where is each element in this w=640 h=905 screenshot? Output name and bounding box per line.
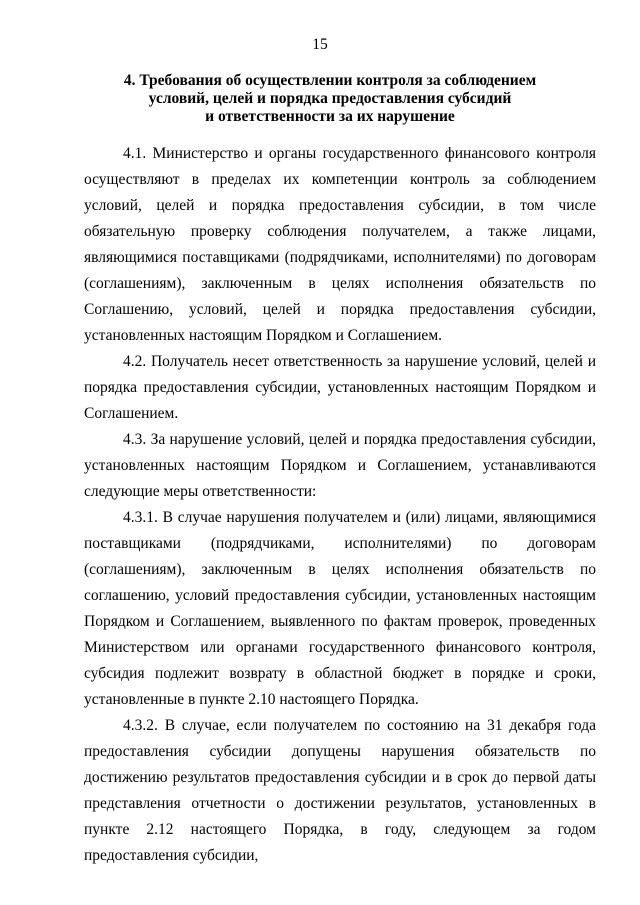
section-heading	[64, 72, 596, 126]
paragraph-4-2: 4.2. Получатель несет ответственность за нарушение условий, целей и порядка предоставления субсидии, установленных настоящим Порядком и Соглашением.	[84, 353, 596, 422]
page-number: 15	[312, 36, 328, 53]
section-heading-line-2: условий, целей и порядка предоставления субсидий	[148, 90, 512, 107]
section-heading-line-1: 4. Требования об осуществлении контроля за соблюдением	[123, 72, 537, 89]
paragraph-4-3: 4.3. За нарушение условий, целей и порядка предоставления субсидии, установленных настоящим Порядком и Соглашением, устанавливаются следующие меры ответственности:	[84, 431, 596, 500]
paragraph-4-1: 4.1. Министерство и органы государственного финансового контроля осуществляют в пределах их компетенции контроль за соблюдением условий, целей и порядка предоставления субсидии, в том числе обязательную проверку соблюдения получателем, а также лицами, являющимися поставщиками (подрядчиками, исполнителями) по договорам (соглашениям), заключенным в целях исполнения обязательств по Соглашению, условий, целей и порядка предоставления субсидии, установленных настоящим Порядком и Соглашением.	[84, 145, 596, 344]
document-body	[84, 141, 596, 869]
paragraph-4-3-1: 4.3.1. В случае нарушения получателем и (или) лицами, являющимися поставщиками (подрядчиками, исполнителями) по договорам (соглашениям), заключенным в целях исполнения обязательств по соглашению, условий предоставления субсидии, установленных настоящим Порядком и Соглашением, выявленного по фактам проверок, проведенных Министерством или органами государственного финансового контроля, субсидия подлежит возврату в областной бюджет в порядке и сроки, установленные в пункте 2.10 настоящего Порядка.	[84, 509, 596, 708]
paragraph-4-3-2: 4.3.2. В случае, если получателем по состоянию на 31 декабря года предоставления субсидии допущены нарушения обязательств по достижению результатов предоставления субсидии и в срок до первой даты представления отчетности о достижении результатов, установленных в пункте 2.12 настоящего Порядка, в году, следующем за годом предоставления субсидии,	[84, 717, 596, 864]
section-heading-line-3: и ответственности за их нарушение	[205, 108, 455, 125]
